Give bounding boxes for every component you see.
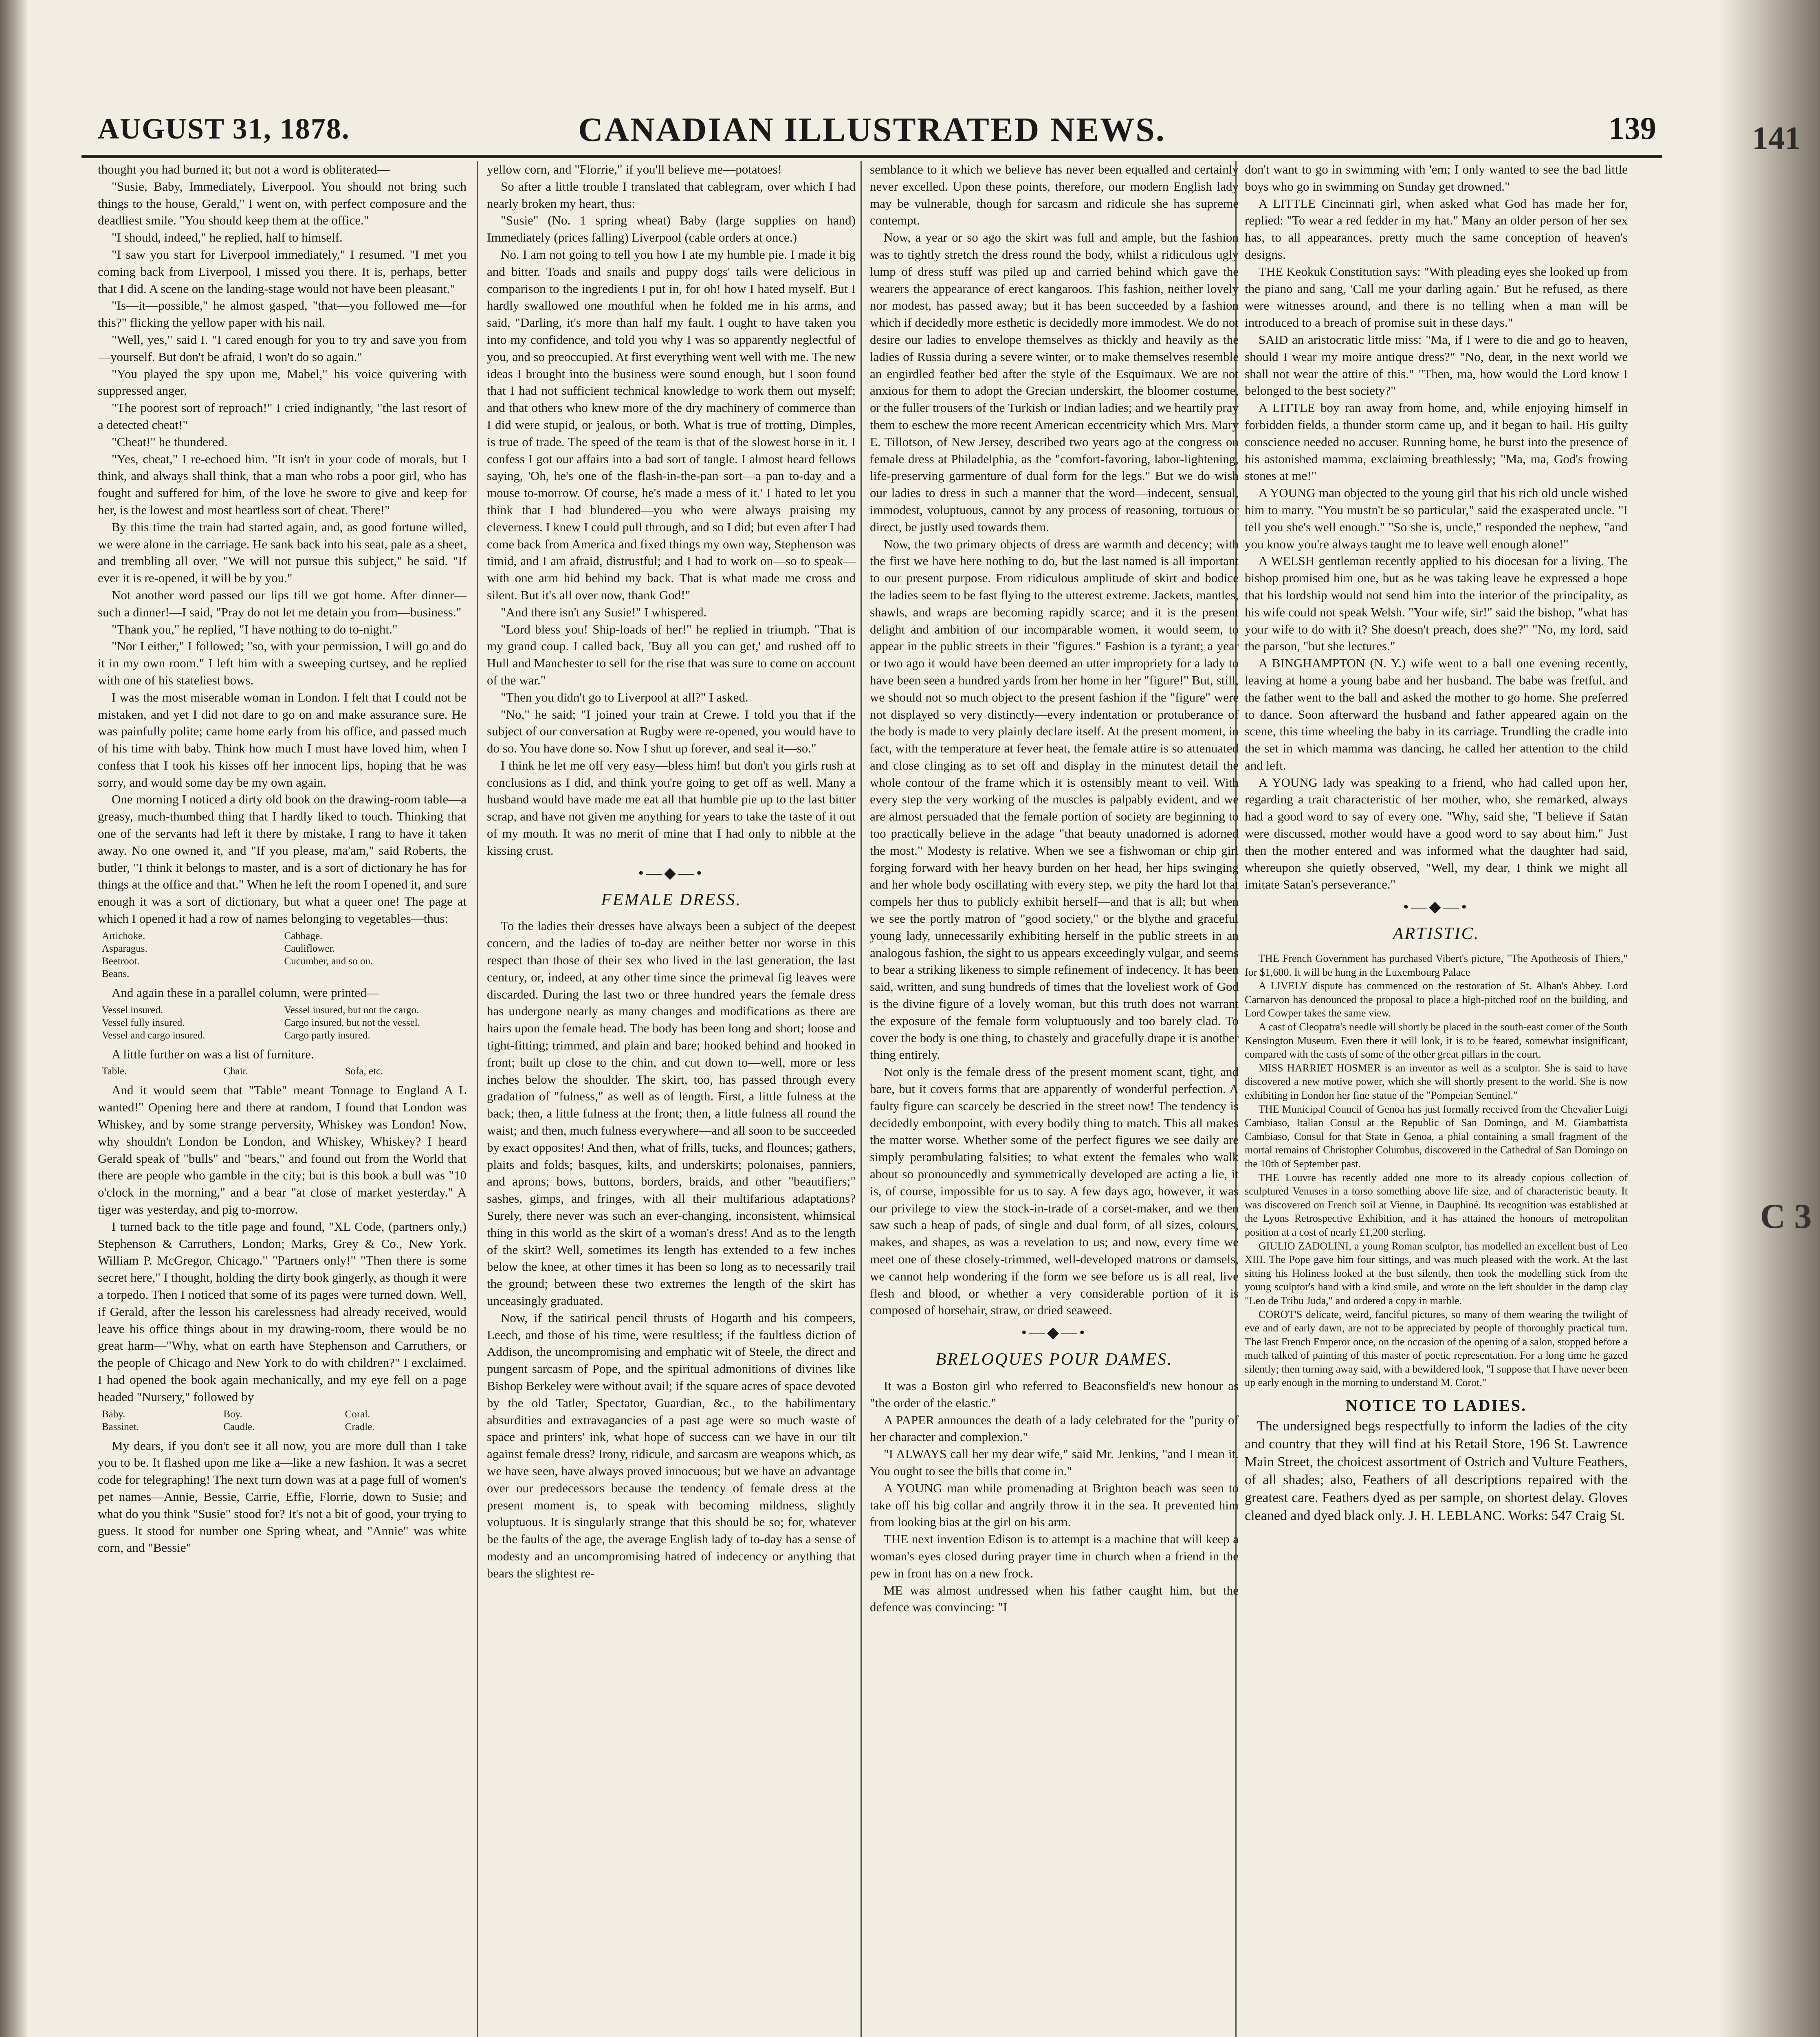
artistic-notes (1245, 952, 1628, 1390)
paragraph: "You played the spy upon me, Mabel," his voice quivering with suppressed anger. (98, 366, 467, 398)
paragraph: "Thank you," he replied, "I have nothing to do to-night." (112, 622, 398, 636)
paragraph: thought you had burned it; but not a word is obliterated— (98, 162, 390, 176)
list-item: Vessel and cargo insured. (102, 1029, 205, 1041)
section-ornament: •—◆—• (1403, 898, 1469, 916)
paragraph: THE Louvre has recently added one more to its already copious collection of sculptured Venuses in a torso something above life size, and of characteristic beauty. It was discovered on French soil at Vienne, in Dauphiné. Its recognition was established at the Lyons Retrospective Exhibition, and it has attained the honours of metropolitan position at a cost of nearly £1,200 sterling. (1245, 1171, 1628, 1238)
paragraph: A LITTLE boy ran away from home, and, while enjoying himself in forbidden fields, a thunder storm came up, and it began to hail. His guilty conscience needed no accuser. Running home, he burst into the presence of his astonished mamma, exclaiming breathlessly; "Ma, ma, God's frowing stones at me!" (1245, 400, 1628, 483)
section-heading: BRELOQUES POUR DAMES. (935, 1350, 1173, 1369)
paragraph: A YOUNG man objected to the young girl that his rich old uncle wished him to marry. "You mustn't be so particular," said the exasperated uncle. "I tell you she's well enough." "So she is, uncle," responded the nephew, "and you know you're always taught me to leave well enough alone!" (1245, 486, 1628, 551)
column-2 (487, 161, 856, 1582)
paragraph: semblance to it which we believe has never been equalled and certainly never excelled. Upon these points, therefore, our modern English lady may be vulnerable, though for sarcasm and ridicule she has supreme contempt. (870, 162, 1239, 228)
paragraph: And again these in a parallel column, were printed— (112, 985, 379, 1000)
column-1 (98, 161, 467, 1556)
paragraph: One morning I noticed a dirty old book on the drawing-room table—a greasy, much-thumbed thing that I hardly liked to touch. Thinking that one of the servants had left it there by mistake, I rang to have it taken away. No one owned it, and "If you please, ma'am," said Roberts, the butler, "I think it belongs to master, and is a sort of dictionary he has for things at the office and that." When he left the room I opened it, and sure enough it was a sort of dictionary, but what a queer one! The page at which I opened it had a row of names belonging to vegetables—thus: (98, 792, 467, 926)
facing-page-number: 141 (1752, 121, 1801, 156)
margin-mark: C 3 (1760, 1197, 1812, 1236)
paragraph: SAID an aristocratic little miss: "Ma, if I were to die and go to heaven, should I wear my moire antique dress?" "No, dear, in the next world we shall not wear the attire of this." "Then, ma, how would the Lord know I belonged to the best society?" (1245, 332, 1628, 398)
paragraph: COROT'S delicate, weird, fanciful pictures, so many of them wearing the twilight of eve and of early dawn, are not to be appreciated by people of thoroughly practical turn. The last French Emperor once, on the occasion of the opening of a salon, stopped before a much talked of painting of this master of poetic representation. For a long time he gazed silently; then turning away said, with a bewildered look, "I suppose that I have never been up early enough in the morning to understand M. Corot." (1245, 1308, 1628, 1389)
advertisement-heading: NOTICE TO LADIES. (1345, 1396, 1527, 1415)
paragraph: To the ladies their dresses have always been a subject of the deepest concern, and the ladies of to-day are neither better nor worse in this respect than those of their sex who lived in the last generation, the last century, or, indeed, at any other time since the primeval fig leaves were discarded. During the last two or three hundred years the female dress has undergone nearly as many changes and modifications as there are hairs upon the female head. The body has been long and short; loose and tight-fitting; trimmed, and plain and bare; hooked behind and hooked in front; built up close to the chin, and cut down to—well, more or less inches below the shoulder. The skirt, too, has passed through every gradation of "fulness," as well as of length. First, a little fulness at the back; then, a little fulness at the front; then, a little fulness all round the waist; and then, much fulness everywhere—and all soon to be succeeded by exact opposites! And then, what of frills, tucks, and flounces; gathers, plaits and folds; basques, kilts, and underskirts; polonaises, panniers, and aprons; bows, buttons, borders, braids, and other "beautifiers;" sashes, gimps, and fringes, with all their multifarious adaptations? Surely, there never was such an ever-changing, inconsistent, whimsical thing in this world as the skirt of a woman's dress! And as to the length of the skirt? Well, sometimes its length has extended to a few inches below the knee, at other times it has been so long as to necessarily trail the ground; between these two extremes the length of the skirt has unceasingly graduated. (487, 919, 856, 1308)
paragraph: A PAPER announces the death of a lady celebrated for the "purity of her character and complexion." (870, 1412, 1239, 1444)
list-item (284, 968, 467, 980)
list-item: Asparagus. (102, 943, 147, 954)
list-item: Bassinet. (102, 1421, 139, 1432)
paragraph: It was a Boston girl who referred to Beaconsfield's new honour as "the order of the elastic." (870, 1378, 1239, 1410)
vessel-list (102, 1004, 467, 1042)
paragraph: "Susie, Baby, Immediately, Liverpool. You should not bring such things to the house, Gerald," I went on, with perfect composure and the deadliest smile. "You should keep them at the office." (98, 179, 467, 228)
list-item: Beans. (102, 968, 130, 979)
paragraph: A WELSH gentleman recently applied to his diocesan for a living. The bishop promised him one, but as he was taking leave he expressed a hope that his lordship would not send him into the interior of the principality, as his wife could not speak Welsh. "Your wife, sir!" said the bishop, "what has your wife to do with it? She doesn't preach, does she?" "No, my lord, said the parson, "but she lectures." (1245, 554, 1628, 653)
paragraph: A little further on was a list of furniture. (112, 1047, 314, 1061)
paragraph: "I ALWAYS call her my dear wife," said Mr. Jenkins, "and I mean it. You ought to see the bills that come in." (870, 1447, 1239, 1478)
list-item: Coral. (345, 1408, 370, 1420)
paragraph: I turned back to the title page and found, "XL Code, (partners only,) Stephenson & Carruthers, London; Marks, Grey & Co., New York. William P. McGregor, Chicago." "Partners only!" "Then there is some secret here," I thought, holding the dirty book gingerly, as though it were a torpedo. Then I noticed that some of its pages were turned down. Well, if Gerald, after the lesson his carelessness had already received, would leave his office things about in my drawing-room, there would be no great harm—"Why, what on earth have Stephenson and Carruthers, or the people of Chicago and New York to do with children?" I exclaimed. I had opened the book again mechanically, and my eye fell on a page headed "Nursery," followed by (98, 1219, 467, 1404)
paragraph: I was the most miserable woman in London. I felt that I could not be mistaken, and yet I did not dare to go on and make assurance sure. He was painfully polite; came home early from his office, and passed much of his time with baby. Think how much I must have loved him, when I confess that I took his kisses off her innocent lips, hoping that he was sorry, and would some day be my own again. (98, 690, 467, 790)
list-item: Cabbage. (284, 930, 323, 942)
column-divider (860, 161, 862, 2037)
paragraph: So after a little trouble I translated that cablegram, over which I had nearly broken my heart, thus: (487, 179, 856, 211)
column-divider (477, 161, 478, 2037)
section-ornament: •—◆—• (1021, 1324, 1087, 1342)
list-item: Sofa, etc. (345, 1066, 383, 1077)
header-rule (81, 155, 1662, 158)
paragraph: THE Municipal Council of Genoa has just formally received from the Chevalier Luigi Cambiaso, Italian Consul at the Republic of San Domingo, and M. Giambattista Cambiaso, Consul for that State in Genoa, a phial containing a small fragment of the mortal remains of Christopher Columbus, discovered in the Cathedral of San Domingo on the 10th of September past. (1245, 1103, 1628, 1170)
paragraph: "Then you didn't go to Liverpool at all?" I asked. (501, 690, 748, 704)
list-item: Vessel insured, but not the cargo. (284, 1004, 419, 1016)
list-item: Artichoke. (102, 930, 145, 942)
list-item: Caudle. (223, 1421, 255, 1432)
paragraph: Not another word passed our lips till we got home. After dinner—such a dinner!—I said, "Pray do not let me detain you from—business." (98, 587, 467, 619)
paragraph: THE French Government has purchased Vibert's picture, "The Apotheosis of Thiers," for $1,600. It will be hung in the Luxembourg Palace (1245, 953, 1628, 978)
paragraph: "Yes, cheat," I re-echoed him. "It isn't in your code of morals, but I think, and always shall think, that a man who robs a poor girl, who has fought and suffered for him, of the love he swore to give and keep for her, is the lowest and most heartless sort of cheat. There!" (98, 451, 467, 517)
list-item: Beetroot. (102, 955, 140, 967)
list-item: Vessel insured. (102, 1004, 163, 1016)
paragraph: "Nor I either," I followed; "so, with your permission, I will go and do it in my own room." I left him with a sweeping curtsey, and he replied with one of his stateliest bows. (98, 639, 467, 687)
paragraph: Now, a year or so ago the skirt was full and ample, but the fashion was to tightly stretch the dress round the body, whilst a ridiculous ugly lump of dress stuff was piled up and carried behind which gave the wearers the appearance of erect kangaroos. This fashion, neither lovely nor modest, has passed away; but it has been succeeded by a fashion which if decidedly more esthetic is decidedly more immodest. We do not desire our ladies to envelope themselves as thickly and heavily as the ladies of Russia during a severe winter, or to make themselves resemble an engirdled feather bed after the style of the Esquimaux. We are not anxious for them to adopt the Grecian underskirt, the bloomer costume, or the fuller trousers of the Turkish or Indian ladies; and we heartily pray them to eschew the more recent American eccentricity which Mrs. Mary E. Tillotson, of New Jersey, described two years ago at the congress on female dress at Philadelphia, as the "comfort-favoring, labor-lightening, life-preserving garmenture of dual form for the legs." But we do wish our ladies to dress in such a manner that the word—indecent, sensual, immodest, voluptuous, cannot by any process of reasoning, tortuous or direct, be justly used towards them. (870, 230, 1239, 534)
list-item: Chair. (223, 1066, 248, 1077)
nursery-list (102, 1408, 467, 1433)
paragraph: "Susie" (No. 1 spring wheat) Baby (large supplies on hand) Immediately (prices falling) Liverpool (cable orders at once.) (487, 213, 856, 245)
list-item: Cradle. (345, 1421, 375, 1432)
list-item: Cucumber, and so on. (284, 955, 373, 967)
list-item: Vessel fully insured. (102, 1017, 185, 1028)
paragraph: A LIVELY dispute has commenced on the restoration of St. Alban's Abbey. Lord Carnarvon has denounced the proposal to place a high-pitched roof on the building, and Lord Cowper takes the same view. (1245, 980, 1628, 1019)
paragraph: No. I am not going to tell you how I ate my humble pie. I made it big and bitter. Toads and snails and puppy dogs' tails were delicious in comparison to the ingredients I put in, for oh! how I hated myself. But I hardly swallowed one mouthful when he folded me in his arms, and said, "Darling, it's more than half my fault. I ought to have taken you into my confidence, and told you why I was so apparently neglectful of you, and so preoccupied. At first everything went well with me. The new ideas I brought into the business were sound enough, but I soon found that I had not sufficient technical knowledge to work them out myself; and that others who knew more of the dry machinery of commerce than I did were stupid, or jealous, or both. What is true of trotting, Dimples, is true of trade. The speed of the team is that of the slowest horse in it. I confess I got our affairs into a bad sort of tangle. I almost heard fellows saying, 'Oh, he's one of the flash-in-the-pan sort—a pan to-day and a mouse to-morrow. Of course, he's made a mess of it.' I hated to let you think that I had blundered—you who were always praising my cleverness. I knew I could pull through, and so I did; but even after I had come back from America and fixed things my own way, Stephenson was timid, and I am afraid, distrustful; and I had to work on—so to speak—with one arm hid behind my back. That is what made me cross and silent. But it's all over now, thank God!" (487, 247, 856, 602)
paragraph: yellow corn, and "Florrie," if you'll believe me—potatoes! (487, 162, 782, 176)
facing-page-edge (1718, 0, 1820, 2037)
paragraph: "Well, yes," said I. "I cared enough for you to try and save you from—yourself. But don't be afraid, I won't do so again." (98, 332, 467, 364)
paragraph: MISS HARRIET HOSMER is an inventor as well as a sculptor. She is said to have discovered a new motive power, which she will shortly present to the world. She is now exhibiting in London her fine statue of the "Pompeian Sentinel." (1245, 1062, 1628, 1101)
paragraph: "No," he said; "I joined your train at Crewe. I told you that if the subject of our conversation at Rugby were re-opened, you would have to do so. You have done so. Now I shut up forever, and seal it—so." (487, 707, 856, 756)
paragraph: Not only is the female dress of the present moment scant, tight, and bare, but it covers forms that are apparently of wonderful perfection. A faulty figure can scarcely be descried in the street now! The tendency is decidedly embonpoint, with every bodily thing to match. This all makes the matter worse. Whether some of the perfect figures we see daily are simply perambulating falsities; to what extent the females who walk about so pronouncedly and symmetrically developed are acting a lie, it is, of course, impossible for us to say. A few days ago, however, it was our privilege to view the stock-in-trade of a corset-maker, and we then saw such a heap of pads, of single and dual form, of all sizes, colours, makes, and shapes, as was a revelation to us; and now, every time we meet one of these closely-trimmed, well-developed matrons or damsels, we cannot help wondering if the form we see before us is all real, live flesh and blood, or whether a very considerable portion of it is composed of horsehair, straw, or dried seaweed. (870, 1065, 1239, 1318)
paragraph: don't want to go in swimming with 'em; I only wanted to see the bad little boys who go in swimming on Sunday get drowned." (1245, 162, 1628, 194)
paragraph: I think he let me off very easy—bless him! but don't you girls rush at conclusions as I did, and think you're going to get off as well. Many a husband would have made me eat all that humble pie up to the last bitter scrap, and have not given me anything for years to take the taste of it out of my mouth. It was no merit of mine that I had only to nibble at the kissing crust. (487, 758, 856, 858)
paragraph: THE next invention Edison is to attempt is a machine that will keep a woman's eyes closed during prayer time in church when a friend in the pew in front has on a new frock. (870, 1532, 1239, 1580)
masthead (84, 104, 1660, 153)
paragraph: Now, if the satirical pencil thrusts of Hogarth and his compeers, Leech, and those of his time, were resultless; if the faultless diction of Addison, the uncompromising and emphatic wit of Steele, the direct and pungent sarcasm of Pope, and the spiritual admonitions of divines like Bishop Berkeley were without avail; if the square acres of space devoted by the old Tatler, Spectator, Guardian, &c., to the habilimentary absurdities and extravagancies of a past age were so much waste of space and printers' ink, what hope of success can we have in our tilt against female dress? Irony, ridicule, and sarcasm are weapons which, as we have seen, have always proved innocuous; but we have an advantage over our predecessors because the tendency of female dress at the present moment is, to speak with becoming mildness, slightly voluptuous. It is singularly strange that this should be so; for, whatever be the faults of the age, the average English lady of to-day has a sense of modesty and an uncompromising hatred of indecency or anything that bears the slightest re- (487, 1310, 856, 1580)
paragraph: A cast of Cleopatra's needle will shortly be placed in the south-east corner of the South Kensington Museum. Even there it will look, it is to be feared, somewhat insignificant, compared with the casts of some of the other great pillars in the court. (1245, 1021, 1628, 1060)
page-number: 139 (1609, 110, 1656, 146)
column-3 (870, 161, 1239, 1616)
paragraph: ME was almost undressed when his father caught him, but the defence was convincing: "I (870, 1583, 1239, 1615)
paragraph: A YOUNG man while promenading at Brighton beach was seen to take off his big collar and angrily throw it in the sea. It prevented him from looking bias at the girl on his arm. (870, 1480, 1239, 1529)
paragraph: "Cheat!" he thundered. (112, 434, 228, 449)
paragraph: GIULIO ZADOLINI, a young Roman sculptor, has modelled an excellent bust of Leo XIII. The Pope gave him four sittings, and was much pleased with the work. At the last sitting his Holiness looked at the bust silently, then took the modelling stick from the young sculptor's hand with a kind smile, and wrote on the left shoulder in the damp clay "Leo de Tribu Juda," and ordered a copy in marble. (1245, 1240, 1628, 1307)
paragraph: "I should, indeed," he replied, half to himself. (112, 230, 343, 245)
paragraph: "The poorest sort of reproach!" I cried indignantly, "the last resort of a detected cheat!" (98, 400, 467, 432)
list-item: Table. (102, 1066, 127, 1077)
vegetable-list (102, 930, 467, 980)
list-item: Cargo insured, but not the vessel. (284, 1017, 420, 1028)
paragraph: "I saw you start for Liverpool immediately," I resumed. "I met you coming back from Liverpool, I missed you there. It is, perhaps, better that I did. A scene on the landing-stage would not have been pleasant." (98, 247, 467, 296)
list-item: Baby. (102, 1408, 125, 1420)
list-item: Cauliflower. (284, 943, 335, 954)
section-ornament: •—◆—• (638, 864, 704, 882)
paragraph: A YOUNG lady was speaking to a friend, who had called upon her, regarding a trait characteristic of her mother, who, she remarked, always had a good word to say of every one. "Why, said she, "I believe if Satan were discussed, mother would have a good word to say about him." Just then the mother entered and was informed what the daughter had said, whereupon she quietly observed, "Well, my dear, I think we might all imitate Satan's perseverance." (1245, 775, 1628, 892)
issue-date: AUGUST 31, 1878. (98, 112, 350, 145)
section-heading: FEMALE DRESS. (601, 890, 742, 909)
page-binding-shadow (0, 0, 29, 2037)
paragraph: A BINGHAMPTON (N. Y.) wife went to a ball one evening recently, leaving at home a young babe and her husband. The babe was fretful, and the father went to the ball and asked the mother to go home. She preferred to dance. Soon afterward the husband and father appeared again on the scene, this time wheeling the baby in its carriage. Trundling the cradle into the set in which mamma was dancing, he called her attention to the child and left. (1245, 656, 1628, 772)
publication-title: CANADIAN ILLUSTRATED NEWS. (578, 111, 1166, 149)
paragraph: A LITTLE Cincinnati girl, when asked what God has made her for, replied: "To wear a red fedder in my hat." Many an older person of her sex has, to all appearances, pretty much the same conception of heaven's designs. (1245, 196, 1628, 262)
paragraph: Now, the two primary objects of dress are warmth and decency; with the first we have here nothing to do, but the last named is all important to our present purpose. From ridiculous amplitude of skirt and bodice the ladies seem to be fast flying to the utterest extreme. Jackets, mantles, shawls, and wraps are becoming rapidly scarce; and it is the present delight and ambition of our incomparable women, it would seem, to appear in the public streets in their "figures." Fashion is a tyrant; a year or two ago it would have been deemed an utter impropriety for a lady to have been seen a hundred yards from her home in her "figure!" But, still, we should not so much object to the present fashion if the "figure" were not displayed so very distinctly—every indentation or protuberance of the body is made to very plainly declare itself. At the present moment, in fact, with the temperature at fever heat, the female attire is so attenuated and close clinging as to set off and display in the minutest detail the whole contour of the frame which it is ostensibly meant to veil. With every step the very working of the muscles is palpably evident, and we are almost persuaded that the female portion of society are beginning to too practically believe in the adage "that beauty unadorned is adorned the most." Modesty is relative. When we see a fishwoman or chip girl forging forward with her heavy burden on her head, her hips swinging and her whole body oscillating with every step, we pity the hard lot that compels her thus to publicly exhibit herself—and that is all; but when we see the portly matron of "good society," or the blythe and graceful young lady, unnecessarily exhibiting herself in the public streets in an analogous fashion, the sight to us appears exceedingly vulgar, and seems to bear a striking likeness to simple refinement of indecency. It has been said, written, and sung hundreds of times that the loveliest work of God is the divine figure of a lovely woman, but this truth does not warrant the exposure of the female form voluptuously and too barely clad. To cover the body is one thing, to chastely and gracefully drape it is another thing entirely. (870, 537, 1239, 1062)
paragraph: By this time the train had started again, and, as good fortune willed, we were alone in the carriage. He sank back into his seat, pale as a sheet, and trembling all over. "We will not pursue this subject," he said. "If ever it is re-opened, it will be by you." (98, 519, 467, 585)
paragraph: And it would seem that "Table" meant Tonnage to England A L wanted!" Opening here and there at random, I found that London was Whiskey, and by some strange perversity, Whiskey was London! Now, why shouldn't London be London, and Whiskey, Whiskey? I heard Gerald speak of "bulls" and "bears," and found out from the World that there are people who gamble in the city; but is this book a bull was "10 o'clock in the morning," and a bear "at close of market yesterday." A tiger was yesterday, and pig to-morrow. (98, 1083, 467, 1217)
paragraph: "Lord bless you! Ship-loads of her!" he replied in triumph. "That is my grand coup. I called back, 'Buy all you can get,' and rushed off to Hull and Manchester to sell for the rise that was sure to come on account of the war." (487, 622, 856, 687)
paragraph: THE Keokuk Constitution says: "With pleading eyes she looked up from the piano and sang, 'Call me your darling again.' But he refused, as there were witnesses around, and there is no telling when a man will be introduced to a breach of promise suit in these days." (1245, 264, 1628, 330)
advertisement-text: The undersigned begs respectfully to inform the ladies of the city and country that they will find at his Retail Store, 196 St. Lawrence Main Street, the choicest assortment of Ostrich and Vulture Feathers, of all shades; also, Feathers of all descriptions repaired with the greatest care. Feathers dyed as per sample, on shortest delay. Gloves cleaned and dyed black only. J. H. LEBLANC. Works: 547 Craig St. (1245, 1418, 1628, 1523)
paragraph: "Is—it—possible," he almost gasped, "that—you followed me—for this?" flicking the yellow paper with his nail. (98, 298, 467, 330)
list-item: Boy. (223, 1408, 242, 1420)
column-4 (1245, 161, 1628, 1525)
furniture-list (102, 1065, 467, 1078)
paragraph: "And there isn't any Susie!" I whispered. (501, 605, 707, 619)
paragraph: My dears, if you don't see it all now, you are more dull than I take you to be. It flashed upon me like a—like a new fashion. It was a secret code for telegraphing! The next turn down was at a page full of women's pet names—Annie, Bessie, Carrie, Effie, Florrie, down to Susie; and what do you think "Susie" stood for? It's not a bit of good, your trying to guess. It stood for number one Spring wheat, and "Annie" was white corn, and "Bessie" (98, 1438, 467, 1555)
section-heading: ARTISTIC. (1393, 924, 1480, 944)
list-item: Cargo partly insured. (284, 1029, 370, 1041)
